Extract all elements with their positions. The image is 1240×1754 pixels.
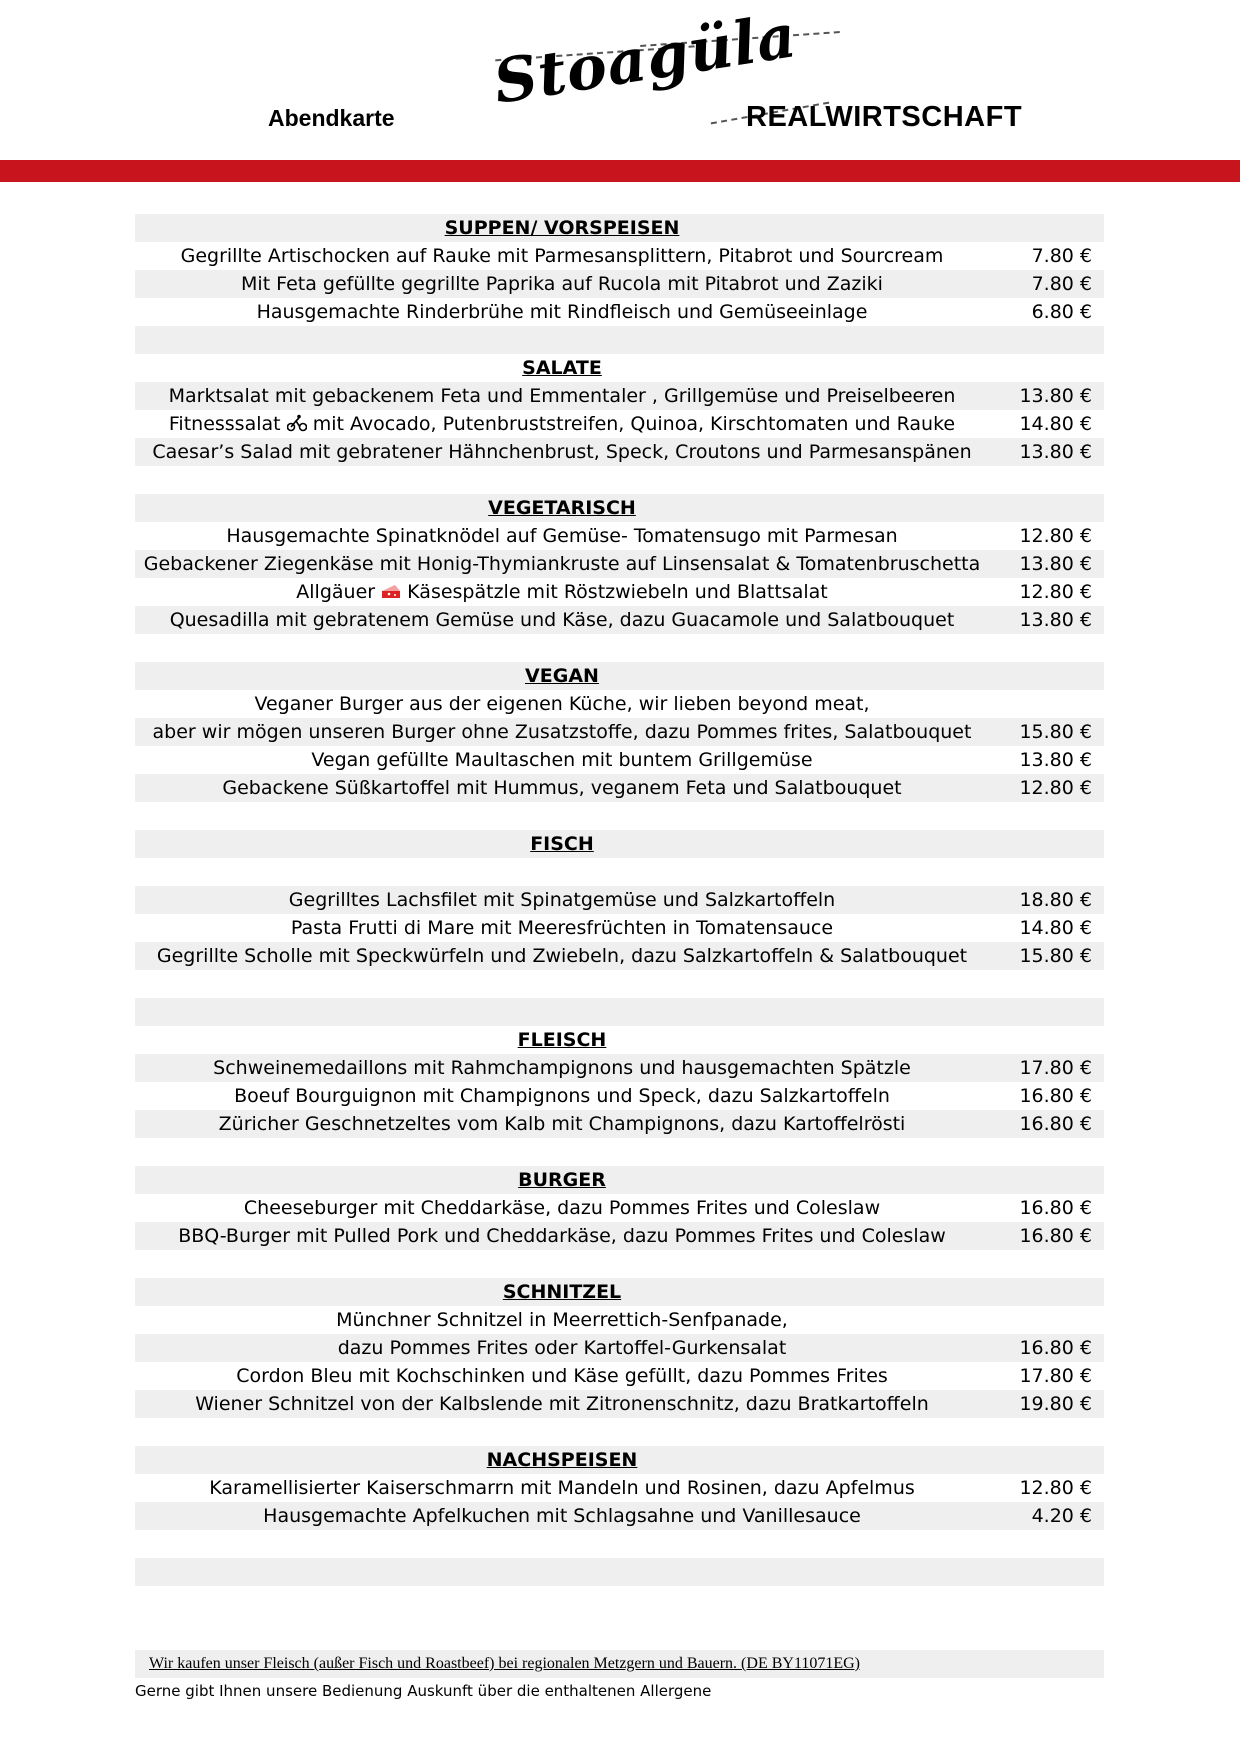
menu-item (135, 1362, 1104, 1390)
menu-item (135, 242, 1104, 270)
spacer-row (135, 1418, 1104, 1446)
section-title: SALATE (522, 357, 602, 379)
cheese-icon (381, 582, 401, 600)
spacer-row (135, 1530, 1104, 1558)
section-heading (135, 494, 1104, 522)
spacer-row (135, 1138, 1104, 1166)
dish-name: Cordon Bleu mit Kochschinken und Käse gefüllt, dazu Pommes Frites (236, 1365, 888, 1387)
dish-price: 16.80 € (1019, 1085, 1092, 1107)
section-title: BURGER (518, 1169, 606, 1191)
page-header (0, 0, 1240, 160)
dish-price: 13.80 € (1019, 441, 1092, 463)
spacer-row (135, 466, 1104, 494)
menu-item (135, 410, 1104, 438)
dish-name: Gebackener Ziegenkäse mit Honig-Thymiankruste auf Linsensalat & Tomatenbruschetta (143, 553, 981, 575)
meat-origin-note: Wir kaufen unser Fleisch (außer Fisch und Roastbeef) bei regionalen Metzgern und Bauern. (DE BY11071EG) (135, 1650, 1104, 1678)
menu-item (135, 1082, 1104, 1110)
dish-price: 19.80 € (1019, 1393, 1092, 1415)
menu-item (135, 1222, 1104, 1250)
spacer-row (135, 326, 1104, 354)
section-title: SCHNITZEL (502, 1281, 622, 1303)
menu-item (135, 550, 1104, 578)
section-heading (135, 1278, 1104, 1306)
dish-name: Gegrilltes Lachsfilet mit Spinatgemüse und Salzkartoffeln (288, 889, 836, 911)
allergen-note: Gerne gibt Ihnen unsere Bedienung Auskunft über die enthaltenen Allergene (135, 1682, 712, 1700)
section-title: NACHSPEISEN (486, 1449, 638, 1471)
dish-price: 15.80 € (1019, 945, 1092, 967)
section-heading (135, 1026, 1104, 1054)
menu-item (135, 1502, 1104, 1530)
dish-name (135, 410, 989, 438)
section-heading (135, 662, 1104, 690)
menu-list (135, 214, 1104, 1586)
dish-price: 12.80 € (1019, 777, 1092, 799)
dish-name: Pasta Frutti di Mare mit Meeresfrüchten in Tomatensauce (290, 917, 834, 939)
dish-name: Karamellisierter Kaiserschmarrn mit Mandeln und Rosinen, dazu Apfelmus (209, 1477, 915, 1499)
dish-price: 15.80 € (1019, 721, 1092, 743)
dish-name: Quesadilla mit gebratenem Gemüse und Käse, dazu Guacamole und Salatbouquet (169, 609, 955, 631)
dish-price: 16.80 € (1019, 1225, 1092, 1247)
menu-item (135, 690, 1104, 718)
spacer-row (135, 1558, 1104, 1586)
dish-name: Veganer Burger aus der eigenen Küche, wir lieben beyond meat, (254, 693, 870, 715)
dish-name: Marktsalat mit gebackenem Feta und Emmentaler , Grillgemüse und Preiselbeeren (168, 385, 956, 407)
dish-name (135, 578, 989, 606)
dish-name: Münchner Schnitzel in Meerrettich-Senfpanade, (336, 1309, 788, 1331)
dish-name: Cheeseburger mit Cheddarkäse, dazu Pommes Frites und Coleslaw (243, 1197, 881, 1219)
cyclist-icon (287, 414, 307, 432)
restaurant-subtitle: REALWIRTSCHAFT (746, 101, 1023, 133)
dish-price: 12.80 € (1019, 525, 1092, 547)
dish-name-part: mit Avocado, Putenbruststreifen, Quinoa, Kirschtomaten und Rauke (312, 413, 956, 435)
header-accent-bar (0, 160, 1240, 182)
dish-name: dazu Pommes Frites oder Kartoffel-Gurkensalat (337, 1337, 787, 1359)
section-title: FISCH (530, 833, 594, 855)
menu-item (135, 774, 1104, 802)
section-title: SUPPEN/ VORSPEISEN (444, 217, 680, 239)
dish-name: BBQ-Burger mit Pulled Pork und Cheddarkäse, dazu Pommes Frites und Coleslaw (178, 1225, 946, 1247)
menu-item (135, 522, 1104, 550)
section-heading (135, 214, 1104, 242)
dish-name: aber wir mögen unseren Burger ohne Zusatzstoffe, dazu Pommes frites, Salatbouquet (152, 721, 972, 743)
dish-price: 13.80 € (1019, 749, 1092, 771)
spacer-row (135, 970, 1104, 998)
menu-item (135, 270, 1104, 298)
menu-item (135, 1474, 1104, 1502)
dish-price: 14.80 € (1019, 917, 1092, 939)
section-heading (135, 354, 1104, 382)
section-title: VEGETARISCH (488, 497, 636, 519)
dish-name: Wiener Schnitzel von der Kalbslende mit Zitronenschnitz, dazu Bratkartoffeln (195, 1393, 929, 1415)
dish-name: Caesar’s Salad mit gebratener Hähnchenbrust, Speck, Croutons und Parmesanspänen (152, 441, 972, 463)
menu-item (135, 718, 1104, 746)
menu-item (135, 606, 1104, 634)
dish-price: 6.80 € (1031, 301, 1092, 323)
dish-price: 4.20 € (1031, 1505, 1092, 1527)
dish-price: 13.80 € (1019, 553, 1092, 575)
page-footer (135, 1650, 1104, 1704)
dish-price: 16.80 € (1019, 1197, 1092, 1219)
section-heading (135, 830, 1104, 858)
dish-price: 16.80 € (1019, 1113, 1092, 1135)
section-heading (135, 1446, 1104, 1474)
menu-item (135, 1390, 1104, 1418)
dish-price: 13.80 € (1019, 609, 1092, 631)
section-heading (135, 1166, 1104, 1194)
spacer-row (135, 1250, 1104, 1278)
dish-price: 17.80 € (1019, 1365, 1092, 1387)
dish-name-part: Käsespätzle mit Röstzwiebeln und Blattsalat (407, 581, 828, 603)
dish-name: Hausgemachte Spinatknödel auf Gemüse- Tomatensugo mit Parmesan (226, 525, 898, 547)
logo-wordmark: Stoagüla (489, 1, 802, 118)
dish-name: Züricher Geschnetzeltes vom Kalb mit Champignons, dazu Kartoffelrösti (218, 1113, 906, 1135)
dish-name: Mit Feta gefüllte gegrillte Paprika auf Rucola mit Pitabrot und Zaziki (241, 273, 883, 295)
dish-name: Gegrillte Scholle mit Speckwürfeln und Zwiebeln, dazu Salzkartoffeln & Salatbouquet (156, 945, 968, 967)
menu-item (135, 886, 1104, 914)
menu-item (135, 1110, 1104, 1138)
spacer-row (135, 802, 1104, 830)
dish-price: 16.80 € (1019, 1337, 1092, 1359)
menu-item (135, 1054, 1104, 1082)
menu-type-label: Abendkarte (268, 105, 395, 131)
dish-name: Hausgemachte Rinderbrühe mit Rindfleisch und Gemüseeinlage (256, 301, 868, 323)
dish-price: 7.80 € (1031, 273, 1092, 295)
menu-item (135, 942, 1104, 970)
section-title: FLEISCH (517, 1029, 607, 1051)
menu-item (135, 438, 1104, 466)
dish-price: 12.80 € (1019, 581, 1092, 603)
dish-price: 7.80 € (1031, 245, 1092, 267)
spacer-row (135, 998, 1104, 1026)
section-title: VEGAN (525, 665, 599, 687)
menu-item (135, 1194, 1104, 1222)
dish-name-part: Allgäuer (296, 581, 376, 603)
dish-price: 17.80 € (1019, 1057, 1092, 1079)
dish-name: Gegrillte Artischocken auf Rauke mit Parmesansplittern, Pitabrot und Sourcream (180, 245, 944, 267)
dish-price: 12.80 € (1019, 1477, 1092, 1499)
menu-item (135, 746, 1104, 774)
dish-name: Boeuf Bourguignon mit Champignons und Speck, dazu Salzkartoffeln (234, 1085, 890, 1107)
spacer-row (135, 634, 1104, 662)
dish-price: 14.80 € (1019, 413, 1092, 435)
menu-item (135, 298, 1104, 326)
dish-price: 18.80 € (1019, 889, 1092, 911)
spacer-row (135, 858, 1104, 886)
menu-item (135, 578, 1104, 606)
dish-name: Vegan gefüllte Maultaschen mit buntem Grillgemüse (311, 749, 813, 771)
menu-item (135, 1306, 1104, 1334)
dish-price: 13.80 € (1019, 385, 1092, 407)
dish-name: Gebackene Süßkartoffel mit Hummus, veganem Feta und Salatbouquet (222, 777, 902, 799)
menu-item (135, 1334, 1104, 1362)
dish-name-part: Fitnesssalat (168, 413, 281, 435)
dish-name: Hausgemachte Apfelkuchen mit Schlagsahne und Vanillesauce (263, 1505, 861, 1527)
menu-item (135, 382, 1104, 410)
menu-item (135, 914, 1104, 942)
dish-name: Schweinemedaillons mit Rahmchampignons und hausgemachten Spätzle (213, 1057, 911, 1079)
